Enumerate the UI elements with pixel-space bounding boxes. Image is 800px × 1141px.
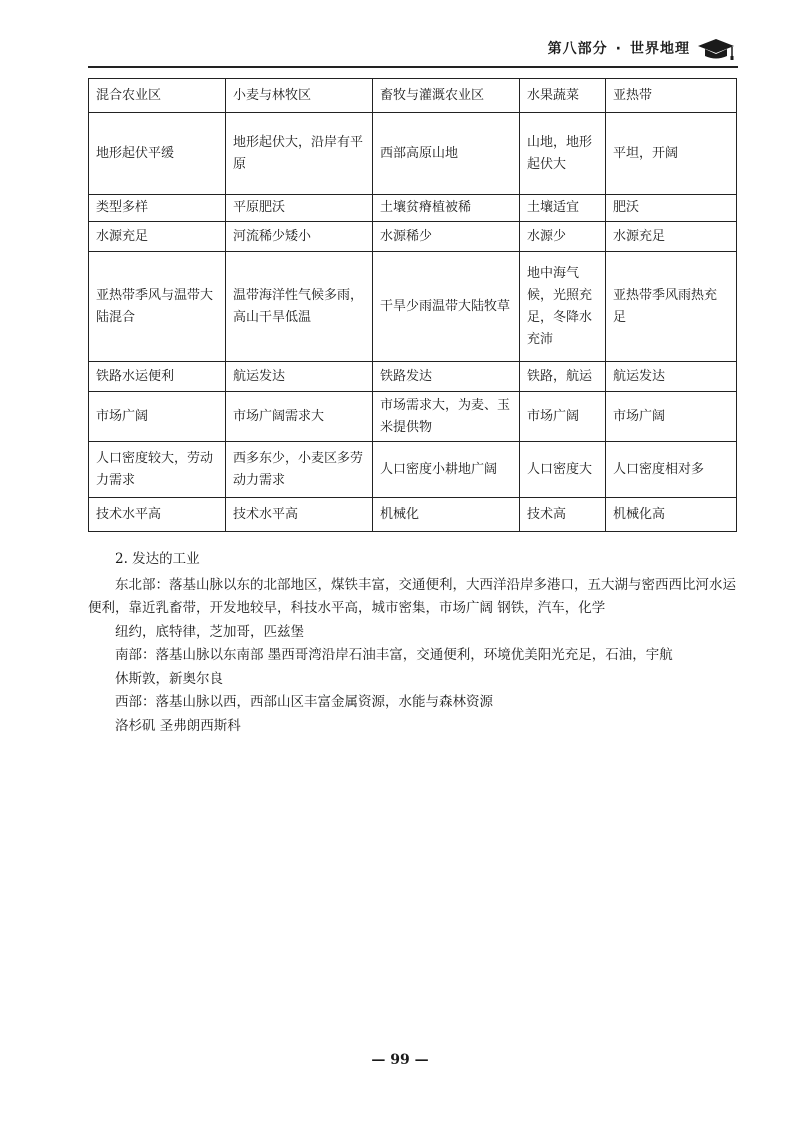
graduation-cap-icon <box>696 36 736 62</box>
table-cell: 市场需求大，为麦、玉米提供物 <box>373 392 520 442</box>
table-cell: 航运发达 <box>606 362 737 392</box>
table-row <box>89 442 737 498</box>
header-subject: 世界地理 <box>630 41 690 57</box>
table-cell: 市场广阔 <box>520 392 606 442</box>
section-title: 2. 发达的工业 <box>115 551 200 567</box>
table-cell: 平原肥沃 <box>226 195 373 222</box>
table-cell: 温带海洋性气候多雨，高山干旱低温 <box>226 252 373 362</box>
page-header <box>88 30 738 68</box>
table-cell: 技术水平高 <box>226 498 373 532</box>
table-row <box>89 113 737 195</box>
table-cell: 水源充足 <box>606 222 737 252</box>
table-cell: 技术水平高 <box>89 498 226 532</box>
table-cell: 人口密度小耕地广阔 <box>373 442 520 498</box>
west-paragraph: 西部：落基山脉以西，西部山区丰富金属资源，水能与森林资源 <box>115 694 493 710</box>
table-cell: 机械化 <box>373 498 520 532</box>
table-cell: 土壤适宜 <box>520 195 606 222</box>
northeast-cities: 纽约，底特律，芝加哥，匹兹堡 <box>115 623 304 640</box>
table-cell: 类型多样 <box>89 195 226 222</box>
table-cell: 小麦与林牧区 <box>226 79 373 113</box>
table-cell: 市场广阔 <box>89 392 226 442</box>
table-row <box>89 252 737 362</box>
table-cell: 干旱少雨温带大陆牧草 <box>373 252 520 362</box>
table-cell: 畜牧与灌溉农业区 <box>373 79 520 113</box>
table-cell: 水源稀少 <box>373 222 520 252</box>
table-cell: 西多东少，小麦区多劳动力需求 <box>226 442 373 498</box>
west-cities: 洛杉矶 圣弗朗西斯科 <box>115 717 241 734</box>
table-row <box>89 222 737 252</box>
table-cell: 地形起伏大，沿岸有平原 <box>226 113 373 195</box>
table-row <box>89 195 737 222</box>
table-cell: 亚热带季风与温带大陆混合 <box>89 252 226 362</box>
table-cell: 铁路水运便利 <box>89 362 226 392</box>
table-row <box>89 392 737 442</box>
table-cell: 机械化高 <box>606 498 737 532</box>
table-row <box>89 498 737 532</box>
industry-section <box>88 548 738 738</box>
table-cell: 肥沃 <box>606 195 737 222</box>
table-cell: 铁路发达 <box>373 362 520 392</box>
table-cell: 技术高 <box>520 498 606 532</box>
table-cell: 混合农业区 <box>89 79 226 113</box>
table-row <box>89 79 737 113</box>
table-row <box>89 362 737 392</box>
table-cell: 地形起伏平缓 <box>89 113 226 195</box>
table-cell: 山地，地形起伏大 <box>520 113 606 195</box>
northeast-paragraph: 东北部：落基山脉以东的北部地区，煤铁丰富，交通便利，大西洋沿岸多港口，五大湖与密西西比河水运便利，靠近乳畜带，开发地较早，科技水平高，城市密集，市场广阔 钢铁，汽车，化学 <box>88 576 736 616</box>
south-paragraph: 南部：落基山脉以东南部 墨西哥湾沿岸石油丰富，交通便利，环境优美阳光充足，石油，宇航 <box>115 647 673 663</box>
agriculture-regions-table <box>88 78 737 532</box>
table-cell: 亚热带季风雨热充足 <box>606 252 737 362</box>
table-cell: 航运发达 <box>226 362 373 392</box>
table-cell: 市场广阔需求大 <box>226 392 373 442</box>
table-cell: 人口密度较大，劳动力需求 <box>89 442 226 498</box>
table-cell: 河流稀少矮小 <box>226 222 373 252</box>
header-separator: · <box>615 41 622 57</box>
south-cities: 休斯敦，新奥尔良 <box>115 670 223 687</box>
table-cell: 市场广阔 <box>606 392 737 442</box>
table-cell: 地中海气候，光照充足，冬降水充沛 <box>520 252 606 362</box>
header-part: 第八部分 <box>547 41 608 57</box>
table-cell: 铁路，航运 <box>520 362 606 392</box>
table-cell: 西部高原山地 <box>373 113 520 195</box>
table-cell: 人口密度相对多 <box>606 442 737 498</box>
table-cell: 人口密度大 <box>520 442 606 498</box>
table-cell: 土壤贫瘠植被稀 <box>373 195 520 222</box>
table-cell: 平坦，开阔 <box>606 113 737 195</box>
header-title <box>548 38 690 58</box>
table-cell: 水果蔬菜 <box>520 79 606 113</box>
table-body <box>89 79 737 532</box>
table-cell: 水源少 <box>520 222 606 252</box>
table-cell: 水源充足 <box>89 222 226 252</box>
table-cell: 亚热带 <box>606 79 737 113</box>
page-number: — 99 — <box>371 1052 429 1068</box>
